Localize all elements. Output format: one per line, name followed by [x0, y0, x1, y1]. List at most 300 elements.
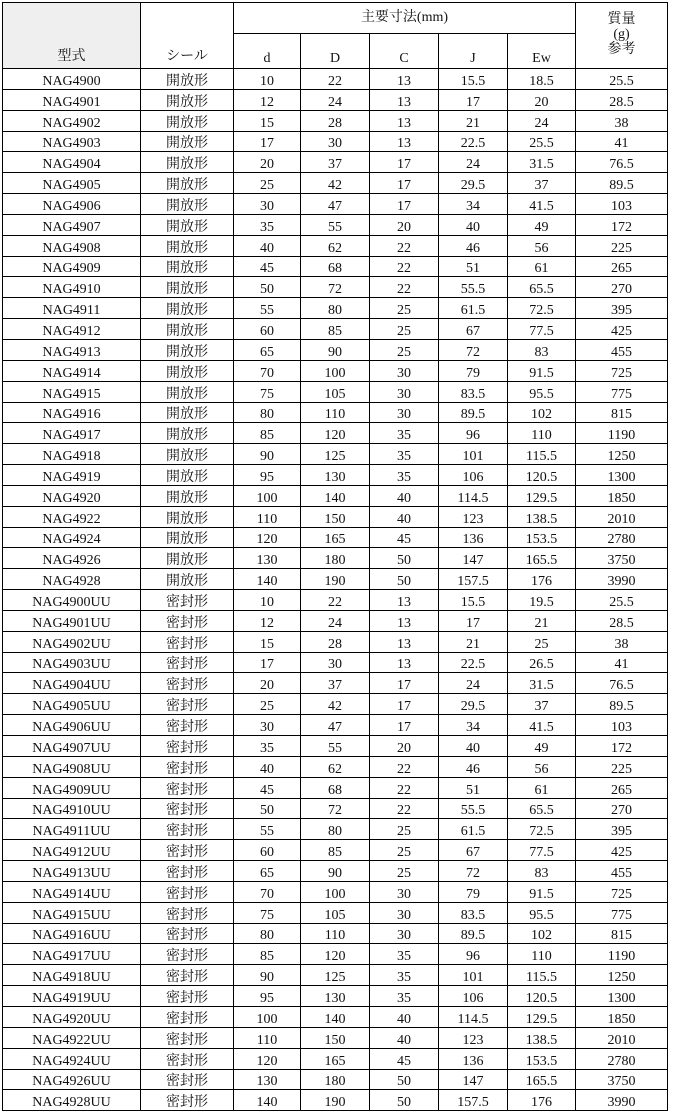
cell-D: 37: [301, 152, 370, 173]
cell-mass: 265: [576, 256, 668, 277]
cell-D: 125: [301, 444, 370, 465]
cell-Ew: 72.5: [508, 298, 576, 319]
cell-Ew: 138.5: [508, 1027, 576, 1048]
cell-d: 85: [234, 423, 301, 444]
cell-model: NAG4911: [3, 298, 141, 319]
cell-Ew: 115.5: [508, 965, 576, 986]
cell-J: 136: [439, 527, 508, 548]
cell-D: 130: [301, 986, 370, 1007]
cell-model: NAG4917: [3, 423, 141, 444]
cell-Ew: 120.5: [508, 986, 576, 1007]
table-row: [3, 569, 668, 590]
cell-d: 100: [234, 485, 301, 506]
cell-seal: 密封形: [141, 798, 234, 819]
cell-model: NAG4910: [3, 277, 141, 298]
cell-C: 25: [370, 819, 439, 840]
cell-Ew: 65.5: [508, 798, 576, 819]
cell-D: 47: [301, 715, 370, 736]
cell-D: 120: [301, 944, 370, 965]
cell-model: NAG4909: [3, 256, 141, 277]
cell-C: 40: [370, 485, 439, 506]
table-row: [3, 319, 668, 340]
cell-Ew: 41.5: [508, 715, 576, 736]
cell-seal: 密封形: [141, 756, 234, 777]
cell-J: 114.5: [439, 485, 508, 506]
cell-D: 24: [301, 610, 370, 631]
table-row: [3, 360, 668, 381]
table-row: [3, 298, 668, 319]
cell-seal: 密封形: [141, 631, 234, 652]
cell-C: 35: [370, 465, 439, 486]
cell-D: 150: [301, 1027, 370, 1048]
cell-J: 21: [439, 631, 508, 652]
cell-model: NAG4915UU: [3, 902, 141, 923]
cell-model: NAG4924: [3, 527, 141, 548]
cell-D: 80: [301, 819, 370, 840]
cell-C: 17: [370, 694, 439, 715]
cell-model: NAG4926UU: [3, 1069, 141, 1090]
cell-seal: 開放形: [141, 465, 234, 486]
table-row: [3, 402, 668, 423]
cell-model: NAG4915: [3, 381, 141, 402]
cell-J: 79: [439, 360, 508, 381]
cell-Ew: 31.5: [508, 673, 576, 694]
cell-D: 85: [301, 840, 370, 861]
table-row: [3, 673, 668, 694]
cell-C: 13: [370, 89, 439, 110]
cell-mass: 28.5: [576, 89, 668, 110]
cell-seal: 密封形: [141, 944, 234, 965]
cell-D: 72: [301, 798, 370, 819]
cell-mass: 270: [576, 798, 668, 819]
table-row: [3, 465, 668, 486]
cell-d: 80: [234, 923, 301, 944]
cell-C: 30: [370, 923, 439, 944]
cell-J: 51: [439, 777, 508, 798]
cell-mass: 76.5: [576, 673, 668, 694]
cell-seal: 密封形: [141, 1069, 234, 1090]
cell-seal: 開放形: [141, 131, 234, 152]
cell-D: 80: [301, 298, 370, 319]
cell-mass: 455: [576, 861, 668, 882]
cell-C: 50: [370, 1069, 439, 1090]
cell-C: 13: [370, 590, 439, 611]
cell-d: 130: [234, 1069, 301, 1090]
cell-D: 100: [301, 881, 370, 902]
cell-d: 20: [234, 673, 301, 694]
table-row: [3, 652, 668, 673]
table-row: [3, 173, 668, 194]
cell-seal: 密封形: [141, 610, 234, 631]
cell-seal: 開放形: [141, 423, 234, 444]
cell-D: 180: [301, 548, 370, 569]
cell-d: 95: [234, 465, 301, 486]
cell-model: NAG4920: [3, 485, 141, 506]
cell-model: NAG4901: [3, 89, 141, 110]
cell-d: 70: [234, 360, 301, 381]
cell-d: 60: [234, 319, 301, 340]
cell-seal: 開放形: [141, 235, 234, 256]
cell-model: NAG4909UU: [3, 777, 141, 798]
cell-J: 83.5: [439, 902, 508, 923]
cell-mass: 225: [576, 235, 668, 256]
cell-seal: 密封形: [141, 965, 234, 986]
cell-C: 22: [370, 756, 439, 777]
cell-J: 89.5: [439, 923, 508, 944]
cell-C: 45: [370, 527, 439, 548]
cell-seal: 密封形: [141, 694, 234, 715]
cell-seal: 密封形: [141, 1006, 234, 1027]
cell-C: 17: [370, 673, 439, 694]
cell-seal: 開放形: [141, 214, 234, 235]
table-row: [3, 548, 668, 569]
cell-mass: 395: [576, 819, 668, 840]
cell-Ew: 91.5: [508, 881, 576, 902]
cell-seal: 密封形: [141, 861, 234, 882]
cell-mass: 103: [576, 194, 668, 215]
cell-seal: 密封形: [141, 902, 234, 923]
cell-d: 120: [234, 527, 301, 548]
cell-seal: 開放形: [141, 548, 234, 569]
cell-J: 34: [439, 194, 508, 215]
cell-mass: 41: [576, 131, 668, 152]
cell-mass: 2010: [576, 1027, 668, 1048]
cell-Ew: 37: [508, 694, 576, 715]
cell-seal: 開放形: [141, 485, 234, 506]
cell-seal: 密封形: [141, 736, 234, 757]
cell-Ew: 95.5: [508, 381, 576, 402]
cell-C: 25: [370, 339, 439, 360]
cell-model: NAG4900UU: [3, 590, 141, 611]
cell-Ew: 25: [508, 631, 576, 652]
cell-d: 75: [234, 902, 301, 923]
cell-D: 68: [301, 777, 370, 798]
table-row: [3, 194, 668, 215]
cell-mass: 775: [576, 381, 668, 402]
header-mass-line1: 質量: [607, 12, 636, 28]
cell-seal: 密封形: [141, 673, 234, 694]
cell-D: 105: [301, 902, 370, 923]
cell-d: 40: [234, 235, 301, 256]
cell-D: 110: [301, 923, 370, 944]
cell-J: 24: [439, 152, 508, 173]
cell-Ew: 102: [508, 923, 576, 944]
cell-C: 35: [370, 944, 439, 965]
cell-model: NAG4903: [3, 131, 141, 152]
cell-Ew: 24: [508, 110, 576, 131]
cell-mass: 1190: [576, 423, 668, 444]
cell-C: 40: [370, 506, 439, 527]
cell-J: 67: [439, 319, 508, 340]
cell-mass: 3750: [576, 548, 668, 569]
table-row: [3, 506, 668, 527]
cell-model: NAG4928UU: [3, 1090, 141, 1111]
cell-model: NAG4902UU: [3, 631, 141, 652]
cell-Ew: 37: [508, 173, 576, 194]
cell-D: 55: [301, 736, 370, 757]
cell-Ew: 18.5: [508, 69, 576, 90]
cell-Ew: 77.5: [508, 840, 576, 861]
cell-C: 45: [370, 1048, 439, 1069]
cell-C: 30: [370, 360, 439, 381]
header-mass: [576, 3, 668, 69]
cell-seal: 密封形: [141, 819, 234, 840]
cell-C: 35: [370, 423, 439, 444]
cell-model: NAG4908: [3, 235, 141, 256]
cell-d: 35: [234, 214, 301, 235]
cell-d: 20: [234, 152, 301, 173]
cell-model: NAG4914UU: [3, 881, 141, 902]
cell-C: 13: [370, 69, 439, 90]
cell-seal: 開放形: [141, 381, 234, 402]
cell-C: 13: [370, 131, 439, 152]
cell-J: 61.5: [439, 298, 508, 319]
cell-J: 83.5: [439, 381, 508, 402]
cell-C: 22: [370, 277, 439, 298]
table-row: [3, 715, 668, 736]
cell-model: NAG4919UU: [3, 986, 141, 1007]
cell-seal: 密封形: [141, 1090, 234, 1111]
cell-mass: 725: [576, 360, 668, 381]
cell-D: 165: [301, 1048, 370, 1069]
cell-d: 15: [234, 110, 301, 131]
cell-mass: 725: [576, 881, 668, 902]
cell-model: NAG4928: [3, 569, 141, 590]
cell-mass: 2780: [576, 527, 668, 548]
cell-model: NAG4911UU: [3, 819, 141, 840]
cell-d: 85: [234, 944, 301, 965]
table-body: [3, 69, 668, 1111]
cell-D: 42: [301, 694, 370, 715]
cell-model: NAG4907UU: [3, 736, 141, 757]
table-row: [3, 694, 668, 715]
cell-seal: 開放形: [141, 527, 234, 548]
cell-D: 190: [301, 569, 370, 590]
cell-C: 40: [370, 1027, 439, 1048]
table-row: [3, 881, 668, 902]
cell-model: NAG4913: [3, 339, 141, 360]
table-row: [3, 590, 668, 611]
cell-mass: 25.5: [576, 590, 668, 611]
table-row: [3, 89, 668, 110]
cell-Ew: 138.5: [508, 506, 576, 527]
cell-Ew: 56: [508, 235, 576, 256]
cell-Ew: 176: [508, 569, 576, 590]
cell-seal: 開放形: [141, 110, 234, 131]
cell-model: NAG4916: [3, 402, 141, 423]
header-model: 型式: [3, 3, 141, 69]
cell-J: 46: [439, 235, 508, 256]
cell-D: 90: [301, 339, 370, 360]
table-row: [3, 277, 668, 298]
cell-seal: 密封形: [141, 986, 234, 1007]
cell-J: 72: [439, 861, 508, 882]
header-C: C: [370, 34, 439, 69]
cell-d: 140: [234, 1090, 301, 1111]
cell-J: 72: [439, 339, 508, 360]
cell-C: 13: [370, 610, 439, 631]
cell-model: NAG4919: [3, 465, 141, 486]
spec-table-container: [2, 2, 668, 1111]
table-row: [3, 756, 668, 777]
cell-J: 79: [439, 881, 508, 902]
cell-d: 17: [234, 652, 301, 673]
cell-model: NAG4905UU: [3, 694, 141, 715]
cell-D: 140: [301, 485, 370, 506]
table-row: [3, 444, 668, 465]
table-row: [3, 110, 668, 131]
cell-D: 62: [301, 756, 370, 777]
cell-J: 106: [439, 465, 508, 486]
cell-J: 55.5: [439, 277, 508, 298]
cell-Ew: 165.5: [508, 1069, 576, 1090]
table-row: [3, 214, 668, 235]
cell-D: 190: [301, 1090, 370, 1111]
cell-D: 22: [301, 590, 370, 611]
cell-C: 50: [370, 548, 439, 569]
cell-d: 130: [234, 548, 301, 569]
cell-d: 60: [234, 840, 301, 861]
cell-C: 22: [370, 256, 439, 277]
cell-J: 40: [439, 736, 508, 757]
cell-Ew: 91.5: [508, 360, 576, 381]
cell-C: 30: [370, 902, 439, 923]
header-J: J: [439, 34, 508, 69]
cell-Ew: 102: [508, 402, 576, 423]
cell-J: 96: [439, 944, 508, 965]
cell-Ew: 110: [508, 944, 576, 965]
cell-D: 30: [301, 131, 370, 152]
cell-C: 17: [370, 194, 439, 215]
cell-d: 50: [234, 798, 301, 819]
cell-C: 30: [370, 402, 439, 423]
table-row: [3, 944, 668, 965]
cell-mass: 3990: [576, 1090, 668, 1111]
cell-model: NAG4918UU: [3, 965, 141, 986]
table-row: [3, 777, 668, 798]
cell-seal: 開放形: [141, 319, 234, 340]
cell-model: NAG4904UU: [3, 673, 141, 694]
cell-J: 147: [439, 1069, 508, 1090]
cell-d: 100: [234, 1006, 301, 1027]
cell-C: 20: [370, 214, 439, 235]
header-main-dimensions: 主要寸法(mm): [234, 3, 576, 34]
cell-seal: 密封形: [141, 652, 234, 673]
cell-seal: 密封形: [141, 1048, 234, 1069]
cell-J: 114.5: [439, 1006, 508, 1027]
cell-D: 47: [301, 194, 370, 215]
cell-mass: 25.5: [576, 69, 668, 90]
header-mass-line2: (g): [613, 27, 630, 43]
cell-model: NAG4906: [3, 194, 141, 215]
cell-d: 75: [234, 381, 301, 402]
cell-J: 22.5: [439, 652, 508, 673]
cell-seal: 開放形: [141, 194, 234, 215]
cell-mass: 28.5: [576, 610, 668, 631]
cell-mass: 455: [576, 339, 668, 360]
cell-d: 25: [234, 694, 301, 715]
cell-D: 90: [301, 861, 370, 882]
cell-Ew: 19.5: [508, 590, 576, 611]
table-row: [3, 152, 668, 173]
cell-C: 35: [370, 986, 439, 1007]
cell-mass: 270: [576, 277, 668, 298]
cell-mass: 41: [576, 652, 668, 673]
cell-seal: 密封形: [141, 923, 234, 944]
cell-seal: 開放形: [141, 402, 234, 423]
cell-model: NAG4924UU: [3, 1048, 141, 1069]
cell-d: 110: [234, 1027, 301, 1048]
cell-J: 123: [439, 1027, 508, 1048]
cell-C: 25: [370, 319, 439, 340]
cell-model: NAG4906UU: [3, 715, 141, 736]
cell-mass: 38: [576, 110, 668, 131]
cell-mass: 265: [576, 777, 668, 798]
cell-C: 30: [370, 881, 439, 902]
table-row: [3, 610, 668, 631]
cell-Ew: 49: [508, 214, 576, 235]
table-row: [3, 736, 668, 757]
table-row: [3, 1006, 668, 1027]
cell-Ew: 56: [508, 756, 576, 777]
cell-Ew: 176: [508, 1090, 576, 1111]
cell-Ew: 115.5: [508, 444, 576, 465]
cell-J: 29.5: [439, 694, 508, 715]
cell-C: 13: [370, 631, 439, 652]
cell-mass: 1300: [576, 465, 668, 486]
cell-model: NAG4912: [3, 319, 141, 340]
cell-C: 17: [370, 152, 439, 173]
header-D: D: [301, 34, 370, 69]
cell-mass: 1250: [576, 444, 668, 465]
table-row: [3, 1090, 668, 1111]
cell-seal: 開放形: [141, 256, 234, 277]
cell-J: 61.5: [439, 819, 508, 840]
cell-seal: 密封形: [141, 590, 234, 611]
table-row: [3, 485, 668, 506]
cell-C: 17: [370, 715, 439, 736]
table-row: [3, 923, 668, 944]
cell-model: NAG4916UU: [3, 923, 141, 944]
cell-mass: 425: [576, 319, 668, 340]
cell-model: NAG4910UU: [3, 798, 141, 819]
cell-D: 105: [301, 381, 370, 402]
cell-Ew: 20: [508, 89, 576, 110]
cell-C: 50: [370, 1090, 439, 1111]
cell-J: 136: [439, 1048, 508, 1069]
cell-C: 20: [370, 736, 439, 757]
cell-D: 165: [301, 527, 370, 548]
cell-J: 55.5: [439, 798, 508, 819]
cell-mass: 1850: [576, 1006, 668, 1027]
cell-D: 72: [301, 277, 370, 298]
cell-D: 62: [301, 235, 370, 256]
cell-mass: 1300: [576, 986, 668, 1007]
cell-d: 45: [234, 777, 301, 798]
cell-d: 65: [234, 861, 301, 882]
cell-J: 106: [439, 986, 508, 1007]
cell-J: 24: [439, 673, 508, 694]
cell-J: 15.5: [439, 590, 508, 611]
cell-D: 180: [301, 1069, 370, 1090]
cell-Ew: 61: [508, 256, 576, 277]
cell-Ew: 26.5: [508, 652, 576, 673]
cell-d: 55: [234, 819, 301, 840]
cell-mass: 103: [576, 715, 668, 736]
cell-mass: 89.5: [576, 694, 668, 715]
cell-Ew: 83: [508, 339, 576, 360]
cell-d: 35: [234, 736, 301, 757]
